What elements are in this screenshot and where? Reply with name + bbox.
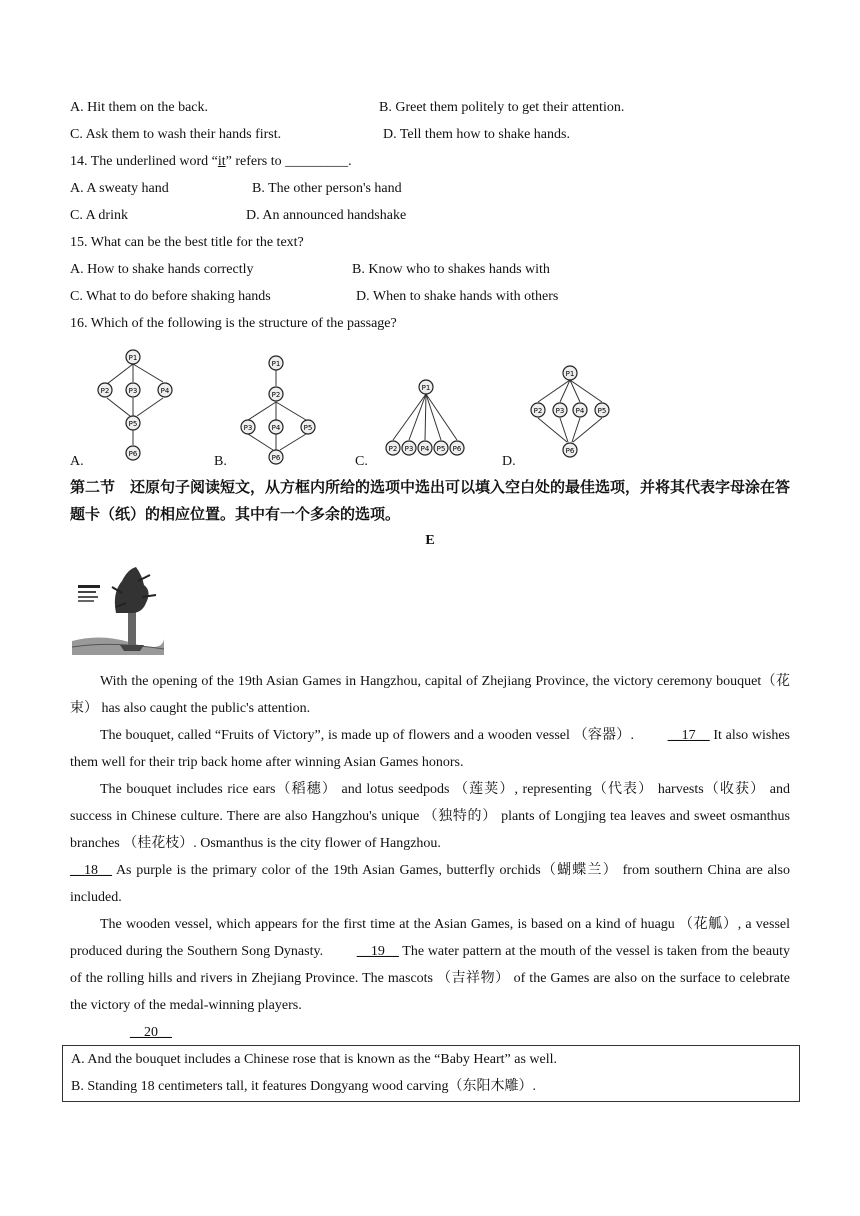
q14-option-d: D. An announced handshake (246, 208, 407, 223)
q16-option-a-label: A. (70, 454, 84, 469)
node-label: P3 (128, 387, 138, 395)
q15-option-b: B. Know who to shakes hands with (352, 262, 550, 277)
node-label: P1 (421, 384, 431, 392)
q14-stem-suffix: ” refers to _________. (225, 154, 352, 169)
node-label: P1 (128, 354, 138, 362)
node-label: P5 (436, 445, 446, 453)
node-label: P3 (404, 445, 414, 453)
node-label: P2 (533, 407, 543, 415)
node-label: P2 (100, 387, 110, 395)
node-label: P1 (565, 370, 575, 378)
node-label: P3 (243, 424, 253, 432)
node-label: P5 (597, 407, 607, 415)
passage-text: The bouquet, called “Fruits of Victory”, is made up of flowers and a wooden vessel （容器）. (100, 728, 638, 743)
q15-option-a: A. How to shake hands correctly (70, 262, 254, 277)
q16-option-c-label: C. (355, 454, 368, 469)
q13-option-c: C. Ask them to wash their hands first. (70, 127, 282, 142)
options-box (62, 1045, 800, 1102)
q14-option-b: B. The other person's hand (252, 181, 402, 196)
structure-diagram-c (383, 374, 473, 462)
q16-option-d-label: D. (502, 454, 516, 469)
node-label: P6 (565, 447, 575, 455)
q16-stem: 16. Which of the following is the structure of the passage? (70, 316, 397, 331)
section-heading: 第二节 还原句子阅读短文，从方框内所给的选项中选出可以填入空白处的最佳选项，并将其代表字母涂在答题卡（纸）的相应位置。其中有一个多余的选项。 (70, 478, 791, 523)
q13-option-a: A. Hit them on the back. (70, 100, 209, 115)
passage-paragraph-3: The bouquet includes rice ears（稻穗） and lotus seedpods （莲荚）, representing（代表） harvests（收获） and success in Chinese culture. There are also Hangzhou's unique （独特的） plants of Longjing tea leaves and sweet osmanthus branches （桂花枝）. Osmanthus is the city flower of Hangzhou. (70, 782, 790, 851)
node-label: P4 (271, 424, 281, 432)
node-label: P4 (420, 445, 430, 453)
blank-18: __18__ (70, 863, 112, 878)
node-label: P6 (452, 445, 462, 453)
structure-diagram-a (93, 344, 183, 464)
passage-text: The water pattern at the mouth of the vessel is taken from the beauty of the rolling hills and rivers in Zhejiang Province. The mascots （吉祥物） of the Games are also on the surface to celebrate the victory of the medal-winning players. (70, 944, 790, 1013)
node-label: P1 (271, 360, 281, 368)
q15-option-c: C. What to do before shaking hands (70, 289, 271, 304)
q13-option-d: D. Tell them how to shake hands. (383, 127, 570, 142)
node-label: P2 (271, 391, 281, 399)
q15-stem: 15. What can be the best title for the text? (70, 235, 304, 250)
passage-text: As purple is the primary color of the 19th Asian Games, butterfly orchids（蝴蝶兰） from southern China are also included. (70, 863, 790, 905)
passage-paragraph-1: With the opening of the 19th Asian Games in Hangzhou, capital of Zhejiang Province, the victory ceremony bouquet（花束） has also caught the public's attention. (70, 674, 790, 716)
q14-option-c: C. A drink (70, 208, 128, 223)
q14-underlined-word: it (217, 154, 226, 169)
node-label: P4 (575, 407, 585, 415)
node-label: P5 (128, 420, 138, 428)
q13-option-b: B. Greet them politely to get their attention. (379, 100, 625, 115)
passage-paragraph-5 (70, 911, 790, 1019)
q14-stem-prefix: 14. The underlined word “ (70, 154, 218, 169)
node-label: P4 (160, 387, 170, 395)
node-label: P3 (555, 407, 565, 415)
passage-text: The wooden vessel, which appears for the first time at the Asian Games, is based on a kind of huagu （花觚）, a vessel produced during the Southern Song Dynasty. (70, 917, 790, 959)
node-label: P5 (303, 424, 313, 432)
q15-option-d: D. When to shake hands with others (356, 289, 559, 304)
q16-option-b-label: B. (214, 454, 227, 469)
passage-paragraph-2 (70, 722, 790, 776)
passage-letter: E (425, 533, 435, 548)
node-label: P6 (128, 450, 138, 458)
box-option-b: B. Standing 18 centimeters tall, it features Dongyang wood carving（东阳木雕）. (71, 1079, 537, 1094)
node-label: P6 (271, 454, 281, 462)
passage-paragraph-6 (70, 1019, 790, 1046)
q14-option-a: A. A sweaty hand (70, 181, 169, 196)
blank-17: __17__ (667, 728, 710, 743)
node-label: P2 (388, 445, 398, 453)
bouquet-image (72, 563, 164, 655)
passage-paragraph-4 (70, 857, 790, 911)
passage-text: It also wishes them well for their trip back home after winning Asian Games honors. (70, 728, 790, 770)
structure-diagram-d (524, 360, 616, 464)
box-option-a: A. And the bouquet includes a Chinese rose that is known as the “Baby Heart” as well. (71, 1052, 557, 1067)
blank-20: __20__ (130, 1025, 172, 1040)
blank-19: __19__ (356, 944, 399, 959)
q14-stem (70, 152, 352, 172)
structure-diagram-b (236, 350, 326, 468)
